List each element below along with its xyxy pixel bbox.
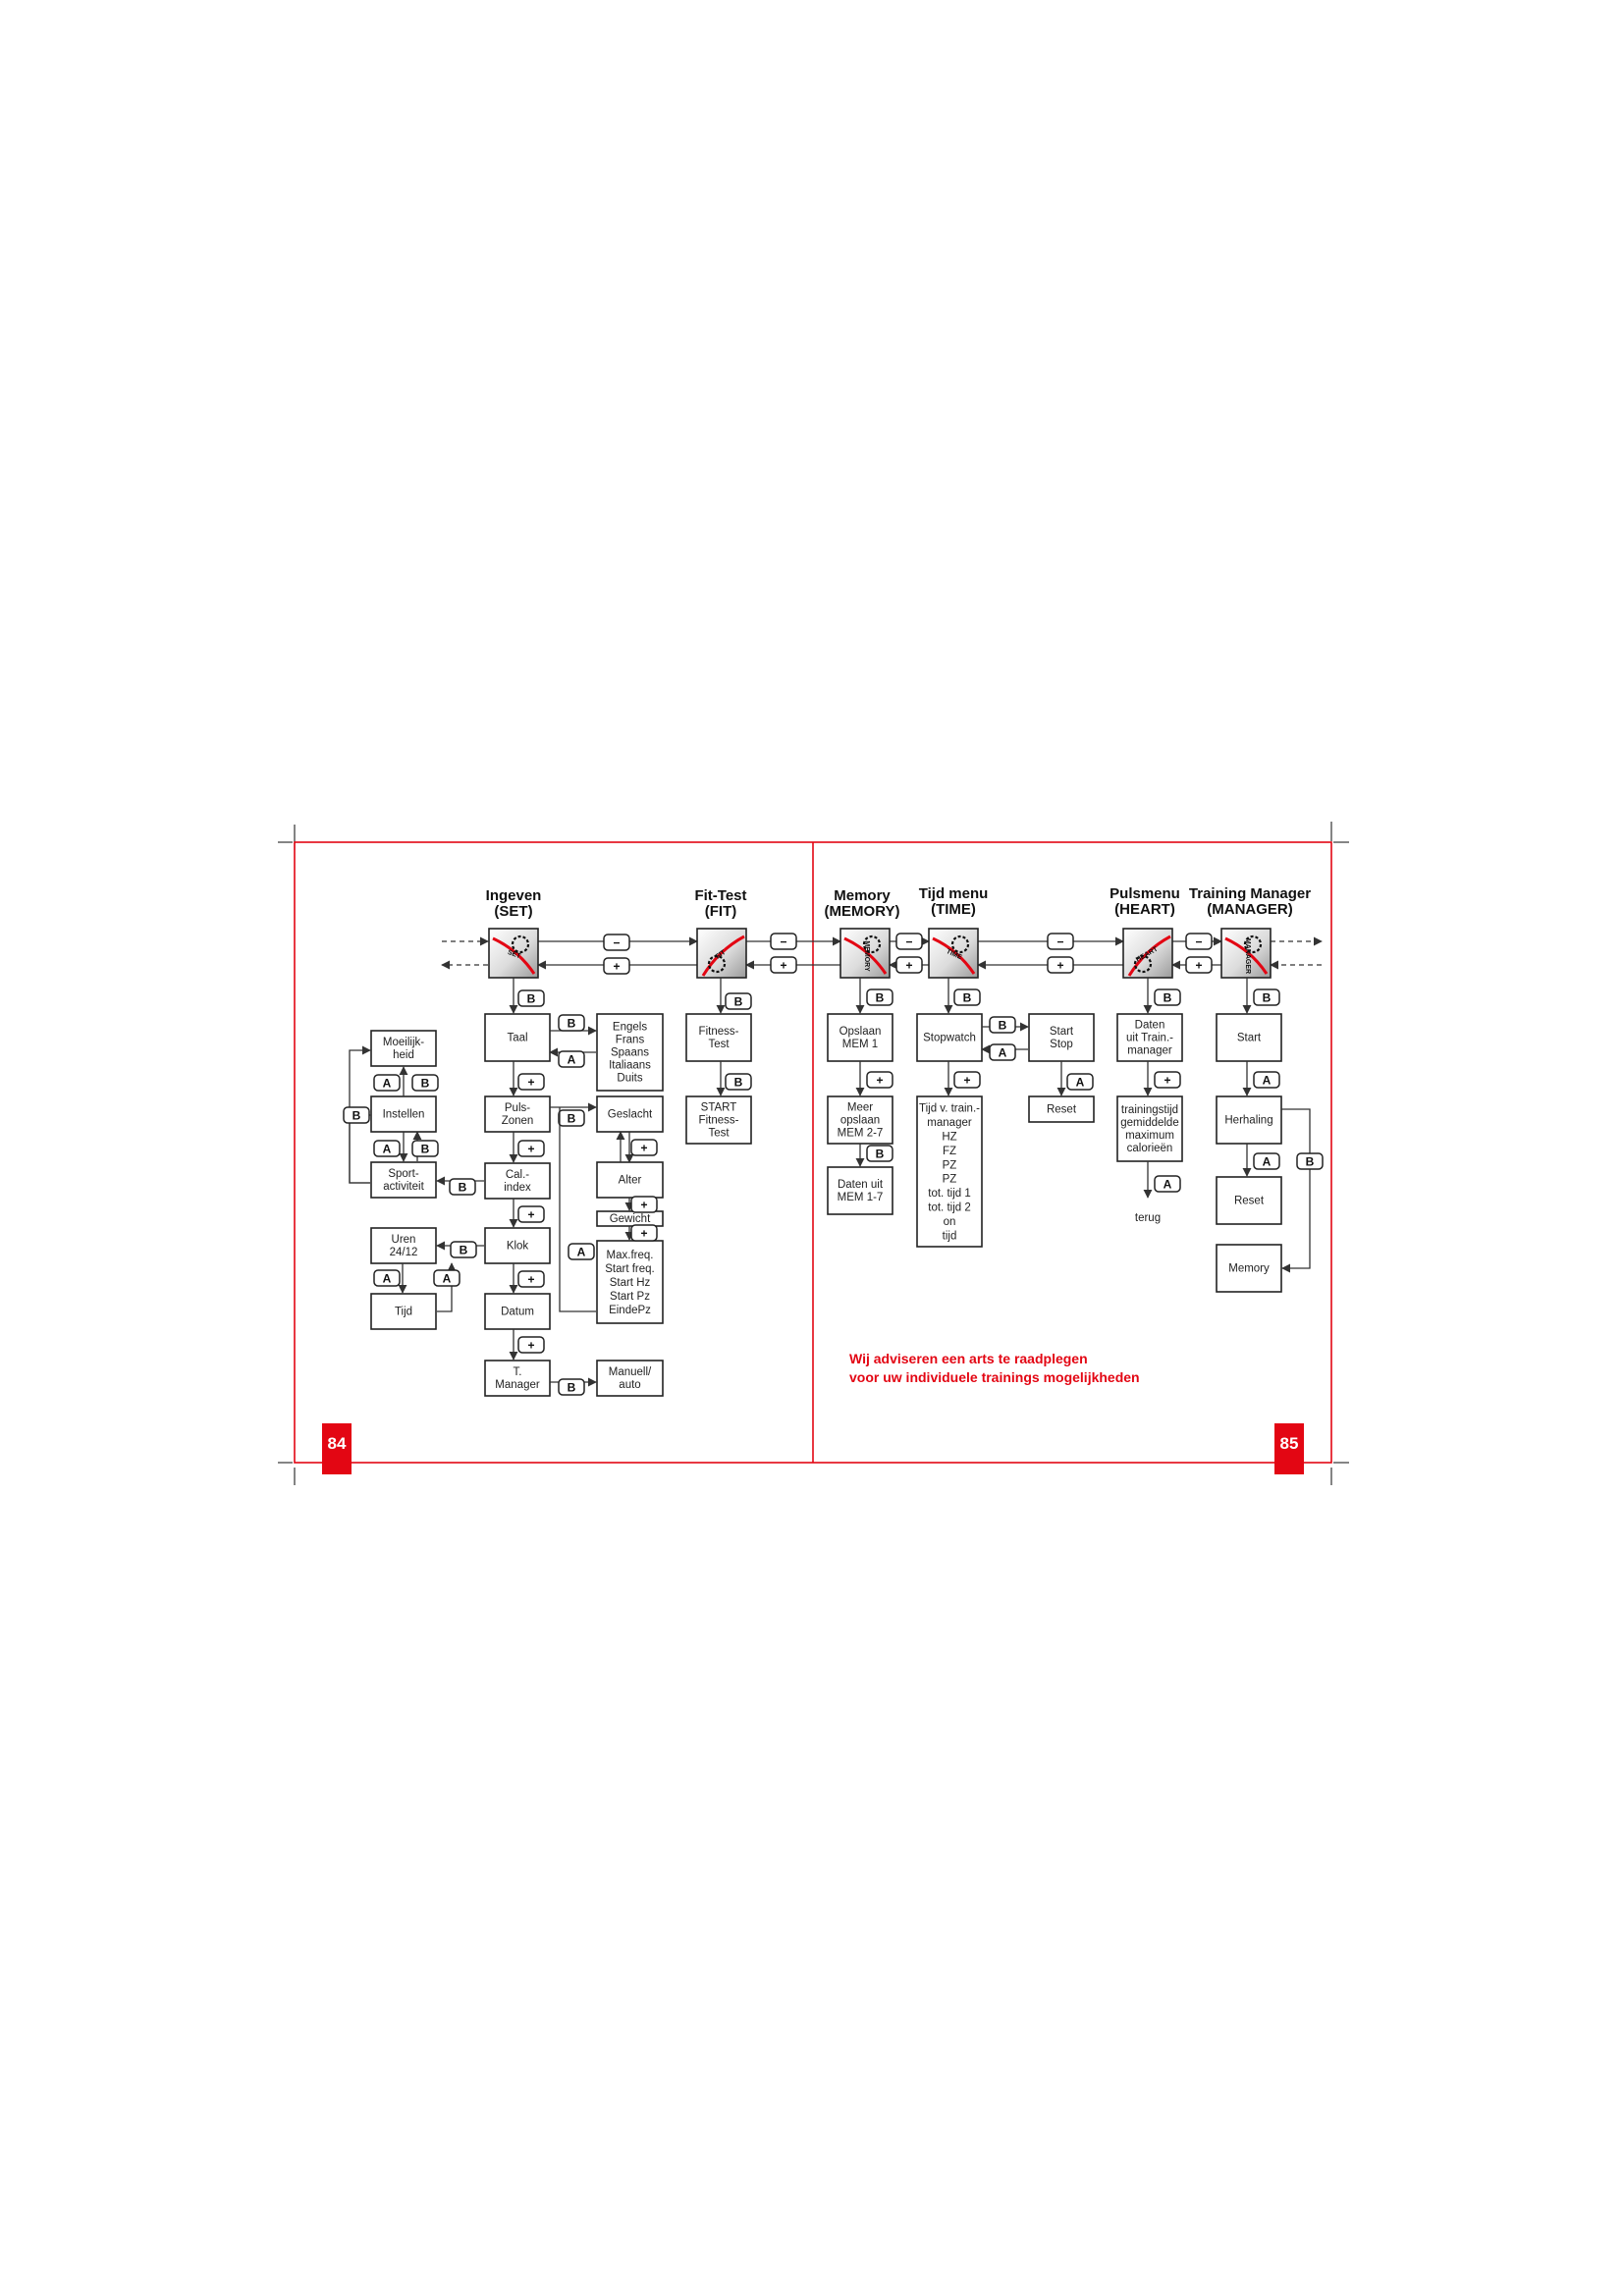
key-plus-label: +: [905, 958, 913, 973]
key-minus-label: −: [1056, 934, 1064, 949]
key-plus-button: [1048, 957, 1073, 973]
key-b-button: [867, 989, 893, 1005]
box-uren-line: 24/12: [389, 1247, 418, 1259]
box-trainingstijd: [1117, 1096, 1182, 1161]
box-tmanager-line: T.: [513, 1366, 522, 1379]
box-talen-line: Frans: [615, 1034, 645, 1046]
box-moeilijkheid-line: heid: [393, 1049, 414, 1062]
advice-note: [849, 1351, 1140, 1385]
key-plus-button: [896, 957, 922, 973]
box-startstop-line: Stop: [1050, 1039, 1073, 1051]
box-tijdtrain-line: tot. tijd 2: [928, 1201, 971, 1214]
diagram-content: [344, 885, 1323, 1396]
box-startfitness-line: Test: [708, 1127, 730, 1140]
key-b-button: [451, 1242, 476, 1257]
box-startfitness-line: START: [700, 1101, 737, 1114]
svg-text:84: 84: [327, 1434, 347, 1453]
box-uren-line: Uren: [391, 1234, 416, 1247]
key-a-label: A: [442, 1271, 452, 1286]
key-a-button: [990, 1044, 1015, 1060]
key-a-label: A: [1163, 1177, 1172, 1192]
key-b-button: [1297, 1153, 1323, 1169]
box-alter: [597, 1162, 663, 1198]
box-geslacht-line: Geslacht: [607, 1108, 653, 1121]
box-datentrain-line: uit Train.-: [1126, 1032, 1173, 1044]
box-instellen: [371, 1096, 436, 1132]
box-tijdtrain-line: on: [943, 1215, 956, 1228]
box-talen: [597, 1014, 663, 1091]
display-heart-icon: [1123, 929, 1172, 978]
box-datum: [485, 1294, 550, 1329]
key-a-label: A: [576, 1245, 586, 1259]
key-b-button: [559, 1015, 584, 1031]
heading-manager-code: (MANAGER): [1207, 901, 1293, 918]
box-calindex-line: index: [504, 1182, 531, 1195]
box-reset_time-line: Reset: [1046, 1103, 1077, 1116]
key-plus-button: [954, 1072, 980, 1088]
box-alter-line: Alter: [618, 1174, 642, 1187]
key-minus-label: −: [613, 935, 621, 950]
heading-manager: [1189, 885, 1311, 918]
heading-fit: [694, 887, 746, 920]
box-maxfreq-line: Start Pz: [610, 1290, 650, 1303]
box-tijdtrain-line: manager: [927, 1117, 972, 1130]
heading-heart-code: (HEART): [1114, 901, 1175, 918]
key-plus-button: [771, 957, 796, 973]
display-set-icon: [489, 929, 538, 978]
key-a-label: A: [382, 1142, 392, 1156]
key-plus-button: [867, 1072, 893, 1088]
box-sportactiviteit-line: Sport-: [388, 1168, 419, 1181]
box-stopwatch-line: Stopwatch: [923, 1032, 976, 1044]
key-minus-label: −: [780, 934, 787, 949]
key-b-label: B: [567, 1111, 576, 1126]
key-b-label: B: [1262, 990, 1272, 1005]
heading-memory-title: Memory: [834, 887, 891, 904]
display-manager-label: MANAGER: [1244, 937, 1251, 975]
display-manager-icon: [1221, 929, 1271, 978]
box-moeilijkheid: [371, 1031, 436, 1066]
box-maxfreq: [597, 1241, 663, 1323]
key-b-button: [412, 1141, 438, 1156]
display-memory-icon: [840, 929, 890, 978]
box-geslacht: [597, 1096, 663, 1132]
key-plus-button: [518, 1141, 544, 1156]
box-talen-line: Spaans: [610, 1046, 650, 1059]
key-b-label: B: [733, 994, 743, 1009]
box-klok-line: Klok: [506, 1240, 529, 1253]
display-heart-label: HEART: [1135, 945, 1160, 964]
key-plus-button: [518, 1337, 544, 1353]
key-b-label: B: [1305, 1154, 1315, 1169]
key-a-button: [374, 1270, 400, 1286]
page-number-left: [322, 1423, 352, 1474]
key-a-button: [568, 1244, 594, 1259]
display-fit-icon: [697, 929, 746, 978]
box-uren: [371, 1228, 436, 1263]
box-start_mgr: [1217, 1014, 1281, 1061]
display-memory-label: MEMORY: [863, 940, 870, 972]
box-opslaan: [828, 1014, 893, 1061]
box-gewicht-line: Gewicht: [609, 1213, 651, 1226]
box-startfitness-line: Fitness-: [698, 1114, 739, 1127]
key-plus-label: +: [527, 1142, 535, 1156]
key-plus-label: +: [780, 958, 787, 973]
key-a-button: [434, 1270, 460, 1286]
key-plus-button: [1155, 1072, 1180, 1088]
box-tijdtrain-line: tijd: [942, 1230, 957, 1243]
box-datenuit-line: Daten uit: [837, 1179, 884, 1192]
key-b-label: B: [567, 1016, 576, 1031]
display-fit-label: FIT: [714, 948, 728, 961]
key-a-label: A: [1262, 1073, 1272, 1088]
key-b-button: [867, 1146, 893, 1161]
box-trainingstijd-line: maximum: [1125, 1130, 1174, 1143]
advice-note-line-1: Wij adviseren een arts te raadplegen: [849, 1351, 1088, 1366]
key-b-button: [990, 1017, 1015, 1033]
key-minus-button: [1186, 934, 1212, 949]
box-fitnesstest: [686, 1014, 751, 1061]
box-stopwatch: [917, 1014, 982, 1061]
box-tijdtrain-line: PZ: [942, 1173, 957, 1186]
box-trainingstijd-line: calorieën: [1126, 1143, 1173, 1155]
box-datenuit: [828, 1167, 893, 1214]
box-opslaan-line: MEM 1: [841, 1039, 879, 1051]
heading-heart: [1110, 885, 1180, 918]
box-tijdtrain-line: Tijd v. train.-: [919, 1102, 980, 1115]
key-b-button: [726, 993, 751, 1009]
key-minus-button: [896, 934, 922, 949]
key-plus-label: +: [876, 1073, 884, 1088]
box-moeilijkheid-line: Moeilijk-: [382, 1037, 425, 1049]
heading-time-code: (TIME): [931, 901, 976, 918]
box-reset_time: [1029, 1096, 1094, 1122]
heading-time: [919, 885, 989, 918]
key-b-label: B: [420, 1142, 430, 1156]
key-a-label: A: [998, 1045, 1007, 1060]
key-plus-label: +: [527, 1272, 535, 1287]
box-tmanager-line: Manager: [495, 1379, 540, 1392]
box-gewicht: [597, 1211, 663, 1226]
box-meeropslaan-line: opslaan: [839, 1114, 881, 1127]
heading-set-title: Ingeven: [485, 887, 542, 904]
key-b-label: B: [998, 1018, 1007, 1033]
box-manuell-line: Manuell/: [608, 1366, 652, 1379]
box-start_mgr-line: Start: [1236, 1032, 1262, 1044]
heading-set-code: (SET): [494, 903, 533, 920]
heading-memory-code: (MEMORY): [824, 903, 900, 920]
key-b-label: B: [352, 1108, 361, 1123]
key-plus-label: +: [527, 1207, 535, 1222]
heading-time-title: Tijd menu: [918, 885, 989, 902]
key-b-label: B: [962, 990, 972, 1005]
box-maxfreq-line: Max.freq.: [606, 1249, 654, 1261]
display-time-icon: [929, 929, 978, 978]
key-b-label: B: [458, 1180, 467, 1195]
box-sportactiviteit: [371, 1162, 436, 1198]
box-tijd: [371, 1294, 436, 1329]
key-b-label: B: [875, 990, 885, 1005]
heading-manager-title: Training Manager: [1188, 885, 1312, 902]
box-reset_mgr: [1217, 1177, 1281, 1224]
key-a-label: A: [382, 1076, 392, 1091]
key-plus-button: [631, 1140, 657, 1155]
box-datentrain-line: Daten: [1134, 1019, 1165, 1032]
key-b-label: B: [875, 1147, 885, 1161]
box-tijdtrain: [917, 1096, 982, 1247]
key-plus-label: +: [640, 1198, 648, 1212]
box-datenuit-line: MEM 1-7: [837, 1192, 884, 1204]
connector-line: [560, 1107, 596, 1311]
box-startstop: [1029, 1014, 1094, 1061]
key-plus-label: +: [963, 1073, 971, 1088]
box-datentrain: [1117, 1014, 1182, 1061]
box-tijd-line: Tijd: [394, 1306, 413, 1318]
box-manuell-line: auto: [619, 1379, 641, 1392]
box-startstop-line: Start: [1049, 1026, 1074, 1039]
box-talen-line: Italiaans: [609, 1059, 651, 1072]
key-b-button: [1155, 989, 1180, 1005]
box-opslaan-line: Opslaan: [839, 1026, 882, 1039]
key-a-button: [374, 1075, 400, 1091]
key-a-button: [1155, 1176, 1180, 1192]
key-plus-button: [518, 1206, 544, 1222]
box-instellen-line: Instellen: [382, 1108, 425, 1121]
box-klok: [485, 1228, 550, 1263]
key-a-button: [559, 1051, 584, 1067]
display-time-label: TIME: [945, 947, 963, 962]
key-minus-button: [604, 934, 629, 950]
key-b-button: [726, 1074, 751, 1090]
heading-fit-code: (FIT): [704, 903, 737, 920]
svg-text:85: 85: [1279, 1434, 1299, 1453]
box-tijdtrain-line: PZ: [942, 1159, 957, 1172]
box-meeropslaan: [828, 1096, 893, 1144]
heading-heart-title: Pulsmenu: [1110, 885, 1180, 902]
key-b-button: [559, 1379, 584, 1395]
key-a-label: A: [1262, 1154, 1272, 1169]
key-plus-label: +: [1056, 958, 1064, 973]
heading-set: [486, 887, 542, 920]
box-reset_mgr-line: Reset: [1233, 1195, 1265, 1207]
key-plus-label: +: [640, 1226, 648, 1241]
box-pulszonen-line: Zonen: [501, 1115, 534, 1128]
box-pulszonen-line: Puls-: [504, 1102, 531, 1115]
key-plus-label: +: [1164, 1073, 1171, 1088]
key-b-label: B: [733, 1075, 743, 1090]
heading-memory: [825, 887, 900, 920]
key-a-button: [1254, 1153, 1279, 1169]
key-a-label: A: [382, 1271, 392, 1286]
key-a-button: [374, 1141, 400, 1156]
key-plus-label: +: [527, 1338, 535, 1353]
box-maxfreq-line: Start Hz: [609, 1276, 651, 1289]
box-taal-line: Taal: [507, 1032, 528, 1044]
key-plus-label: +: [613, 959, 621, 974]
advice-note-line-2: voor uw individuele trainings mogelijkheden: [849, 1369, 1140, 1385]
box-sportactiviteit-line: activiteit: [383, 1181, 424, 1194]
box-pulszonen: [485, 1096, 550, 1132]
box-manuell: [597, 1361, 663, 1396]
page-number-right: [1274, 1423, 1304, 1474]
key-plus-label: +: [640, 1141, 648, 1155]
terug-label: terug: [1134, 1212, 1162, 1224]
key-b-label: B: [567, 1380, 576, 1395]
key-plus-button: [1186, 957, 1212, 973]
key-plus-button: [631, 1225, 657, 1241]
key-b-label: B: [526, 991, 536, 1006]
box-maxfreq-line: Start freq.: [605, 1262, 655, 1275]
box-calindex-line: Cal.-: [505, 1169, 530, 1182]
key-plus-label: +: [1195, 958, 1203, 973]
key-minus-label: −: [905, 934, 913, 949]
key-plus-button: [604, 958, 629, 974]
box-talen-line: Engels: [612, 1021, 648, 1034]
key-b-button: [344, 1107, 369, 1123]
box-meeropslaan-line: MEM 2-7: [837, 1127, 884, 1140]
key-a-label: A: [567, 1052, 576, 1067]
box-fitnesstest-line: Test: [708, 1039, 730, 1051]
key-b-button: [412, 1075, 438, 1091]
key-a-button: [1067, 1074, 1093, 1090]
box-trainingstijd-line: gemiddelde: [1120, 1117, 1179, 1130]
box-trainingstijd-line: trainingstijd: [1120, 1104, 1179, 1117]
key-b-button: [518, 990, 544, 1006]
key-b-button: [559, 1110, 584, 1126]
box-tijdtrain-line: FZ: [942, 1145, 957, 1157]
box-tijdtrain-line: HZ: [942, 1131, 957, 1144]
connector-line: [1281, 1109, 1310, 1268]
box-herhaling: [1217, 1096, 1281, 1144]
box-tmanager: [485, 1361, 550, 1396]
key-plus-button: [631, 1197, 657, 1212]
box-memory_mgr: [1217, 1245, 1281, 1292]
heading-fit-title: Fit-Test: [694, 887, 747, 904]
key-b-button: [450, 1179, 475, 1195]
box-tijdtrain-line: tot. tijd 1: [928, 1188, 971, 1201]
key-b-button: [1254, 989, 1279, 1005]
box-herhaling-line: Herhaling: [1224, 1114, 1273, 1127]
box-calindex: [485, 1163, 550, 1199]
key-minus-button: [1048, 934, 1073, 949]
key-a-button: [1254, 1072, 1279, 1088]
connector-line: [350, 1115, 370, 1183]
key-b-label: B: [459, 1243, 468, 1257]
box-talen-line: Duits: [617, 1072, 643, 1085]
box-datentrain-line: manager: [1127, 1044, 1172, 1057]
box-maxfreq-line: EindePz: [609, 1304, 651, 1316]
display-set-label: SET: [506, 948, 522, 961]
key-plus-label: +: [527, 1075, 535, 1090]
box-startfitness: [686, 1096, 751, 1144]
key-a-label: A: [1075, 1075, 1085, 1090]
box-fitnesstest-line: Fitness-: [698, 1026, 739, 1039]
box-memory_mgr-line: Memory: [1228, 1262, 1270, 1275]
key-minus-label: −: [1195, 934, 1203, 949]
key-minus-button: [771, 934, 796, 949]
box-taal: [485, 1014, 550, 1061]
key-b-button: [954, 989, 980, 1005]
key-plus-button: [518, 1074, 544, 1090]
key-b-label: B: [1163, 990, 1172, 1005]
box-meeropslaan-line: Meer: [846, 1101, 874, 1114]
key-b-label: B: [420, 1076, 430, 1091]
box-datum-line: Datum: [501, 1306, 534, 1318]
key-plus-button: [518, 1271, 544, 1287]
